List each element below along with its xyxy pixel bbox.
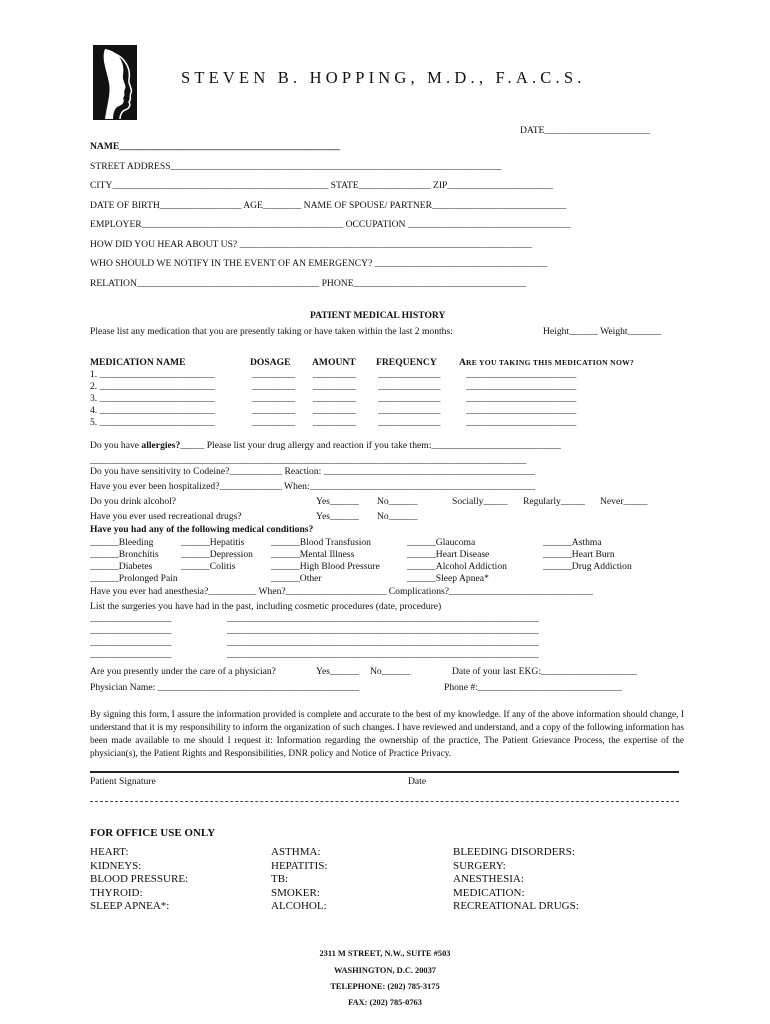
- office-field-label: SLEEP APNEA*:: [90, 900, 170, 912]
- alcohol-never[interactable]: Never_____: [600, 496, 648, 507]
- physician-yes[interactable]: Yes______: [316, 666, 359, 677]
- office-field-label: THYROID:: [90, 886, 143, 899]
- footer-telephone: TELEPHONE: (202) 785-3175: [330, 982, 440, 991]
- condition-checkbox-item[interactable]: ______Bleeding: [90, 537, 154, 548]
- medication-name-line[interactable]: 1. ________________________: [90, 369, 215, 380]
- office-field-label: ASTHMA:: [271, 846, 321, 858]
- name-field[interactable]: NAME______________________________________________: [90, 141, 340, 152]
- medication-name-line[interactable]: 4. ________________________: [90, 405, 215, 416]
- dosage-line[interactable]: _________: [252, 369, 296, 380]
- surgery-date-line[interactable]: _________________: [90, 613, 172, 624]
- office-field-label: ALCOHOL:: [271, 900, 327, 912]
- dob-age-spouse-field[interactable]: DATE OF BIRTH_________________ AGE________ NAME OF SPOUSE/ PARTNER____________________________: [90, 200, 567, 211]
- practice-title: STEVEN B. HOPPING, M.D., F.A.C.S.: [181, 68, 586, 87]
- office-field-label: SURGERY:: [453, 859, 506, 872]
- amount-line[interactable]: _________: [313, 381, 357, 392]
- dosage-line[interactable]: _________: [252, 381, 296, 392]
- medication-instructions: Please list any medication that you are presently taking or have taken within the last 2 months:: [90, 326, 453, 337]
- alcohol-socially[interactable]: Socially_____: [452, 496, 508, 507]
- surgery-procedure-line[interactable]: _________________________________________________________________: [227, 625, 539, 636]
- condition-checkbox-item[interactable]: ______Blood Transfusion: [271, 537, 371, 548]
- condition-checkbox-item[interactable]: ______Drug Addiction: [543, 561, 632, 572]
- physician-phone-field[interactable]: Phone #:______________________________: [444, 682, 622, 693]
- patient-signature-label[interactable]: Patient Signature: [90, 776, 156, 787]
- office-field-label: RECREATIONAL DRUGS:: [453, 900, 579, 912]
- surgery-date-line[interactable]: _________________: [90, 625, 172, 636]
- city-state-zip-field[interactable]: CITY_____________________________________________ STATE_______________ ZIP______________________: [90, 180, 553, 191]
- surgery-date-line[interactable]: _________________: [90, 637, 172, 648]
- signature-date-label[interactable]: Date: [408, 776, 427, 787]
- cut-line: [90, 801, 679, 802]
- amount-line[interactable]: _________: [313, 393, 357, 404]
- office-field-label: KIDNEYS:: [90, 859, 142, 872]
- alcohol-regularly[interactable]: Regularly_____: [523, 496, 585, 507]
- codeine-field[interactable]: Do you have sensitivity to Codeine?___________ Reaction: ____________________________________________: [90, 466, 535, 477]
- amount-line[interactable]: _________: [313, 369, 357, 380]
- allergies-continuation[interactable]: ___________________________________________________________________________________________: [90, 455, 527, 466]
- height-weight-field[interactable]: Height______ Weight_______: [543, 326, 662, 337]
- condition-checkbox-item[interactable]: ______Mental Illness: [271, 549, 355, 560]
- dosage-line[interactable]: _________: [252, 393, 296, 404]
- condition-checkbox-item[interactable]: ______Alcohol Addiction: [407, 561, 507, 572]
- surgeries-title: List the surgeries you have had in the past, including cosmetic procedures (date, procedure): [90, 601, 442, 612]
- office-field-label: TB:: [271, 873, 289, 885]
- office-field-label: ANESTHESIA:: [453, 873, 524, 885]
- col-taking-now: ARE YOU TAKING THIS MEDICATION NOW?: [459, 357, 635, 368]
- physician-no[interactable]: No______: [370, 666, 411, 677]
- amount-line[interactable]: _________: [313, 417, 357, 428]
- col-frequency: FREQUENCY: [376, 357, 437, 368]
- frequency-line[interactable]: _____________: [378, 393, 441, 404]
- taking-now-line[interactable]: _______________________: [466, 369, 577, 380]
- frequency-line[interactable]: _____________: [378, 405, 441, 416]
- taking-now-line[interactable]: _______________________: [466, 381, 577, 392]
- allergies-field[interactable]: Do you have allergies?_____ Please list your drug allergy and reaction if you take them:___________________________: [90, 440, 561, 451]
- dosage-line[interactable]: _________: [252, 417, 296, 428]
- frequency-line[interactable]: _____________: [378, 417, 441, 428]
- medication-name-line[interactable]: 3. ________________________: [90, 393, 215, 404]
- col-dosage: DOSAGE: [250, 357, 291, 368]
- col-amount: AMOUNT: [312, 357, 356, 368]
- surgery-procedure-line[interactable]: _________________________________________________________________: [227, 637, 539, 648]
- taking-now-line[interactable]: _______________________: [466, 417, 577, 428]
- condition-checkbox-item[interactable]: ______Glaucoma: [407, 537, 476, 548]
- taking-now-line[interactable]: _______________________: [466, 393, 577, 404]
- condition-checkbox-item[interactable]: ______Hepatitis: [181, 537, 245, 548]
- office-field-label: HEART:: [90, 846, 129, 858]
- office-field-label: MEDICATION:: [453, 886, 525, 899]
- condition-checkbox-item[interactable]: ______Colitis: [181, 561, 236, 572]
- medication-name-line[interactable]: 5. ________________________: [90, 417, 215, 428]
- office-field-label: SMOKER:: [271, 886, 320, 899]
- condition-checkbox-item[interactable]: ______Depression: [181, 549, 253, 560]
- alcohol-yes[interactable]: Yes______: [316, 496, 359, 507]
- condition-checkbox-item[interactable]: ______Heart Burn: [543, 549, 615, 560]
- date-field[interactable]: DATE______________________: [520, 125, 651, 136]
- physician-question: Are you presently under the care of a physician?: [90, 666, 276, 677]
- surgery-date-line[interactable]: _________________: [90, 649, 172, 660]
- condition-checkbox-item[interactable]: ______Sleep Apnea*: [407, 573, 489, 584]
- medical-history-heading: PATIENT MEDICAL HISTORY: [310, 310, 446, 321]
- drugs-yes[interactable]: Yes______: [316, 511, 359, 522]
- col-medication-name: MEDICATION NAME: [90, 357, 186, 368]
- footer-fax: FAX: (202) 785-0763: [348, 998, 422, 1007]
- medication-name-line[interactable]: 2. ________________________: [90, 381, 215, 392]
- emergency-contact-field[interactable]: WHO SHOULD WE NOTIFY IN THE EVENT OF AN EMERGENCY? ____________________________________: [90, 258, 548, 269]
- relation-phone-field[interactable]: RELATION______________________________________ PHONE____________________________________: [90, 278, 527, 289]
- conditions-title: Have you had any of the following medical conditions?: [90, 524, 314, 535]
- physician-name-field[interactable]: Physician Name: __________________________________________: [90, 682, 360, 693]
- condition-checkbox-item[interactable]: ______Asthma: [543, 537, 602, 548]
- office-field-label: BLEEDING DISORDERS:: [453, 846, 575, 858]
- amount-line[interactable]: _________: [313, 405, 357, 416]
- office-use-title: FOR OFFICE USE ONLY: [90, 827, 216, 839]
- ekg-date-field[interactable]: Date of your last EKG:____________________: [452, 666, 637, 677]
- street-address-field[interactable]: STREET ADDRESS_____________________________________________________________________: [90, 161, 502, 172]
- anesthesia-field[interactable]: Have you ever had anesthesia?__________ When?_____________________ Complications?______________________________: [90, 586, 593, 597]
- hospitalized-field[interactable]: Have you ever been hospitalized?_____________ When:_______________________________________________: [90, 481, 536, 492]
- consent-paragraph: By signing this form, I assure the information provided is complete and accurate to the best of my knowledge. If any of the above information should change, I understand that it is my responsibility to inform the organization of such changes. I have reviewed and understand, and a copy of the following information has been made available to me should I request it: Information regarding the ownership of the practice, The Patient Grievance Process, the expertise of the physician(s), the Patient Rights and Responsibilities, DNR policy and Notice of Practice Privacy.: [90, 710, 684, 760]
- drugs-question: Have you ever used recreational drugs?: [90, 511, 242, 522]
- condition-checkbox-item[interactable]: ______Heart Disease: [407, 549, 490, 560]
- condition-checkbox-item[interactable]: ______High Blood Pressure: [271, 561, 380, 572]
- footer-address: 2311 M STREET, N.W., SUITE #503: [319, 949, 451, 958]
- condition-checkbox-item[interactable]: ______Prolonged Pain: [90, 573, 178, 584]
- condition-checkbox-item[interactable]: ______Bronchitis: [90, 549, 159, 560]
- alcohol-no[interactable]: No______: [377, 496, 418, 507]
- taking-now-line[interactable]: _______________________: [466, 405, 577, 416]
- alcohol-question: Do you drink alcohol?: [90, 496, 177, 507]
- office-field-label: BLOOD PRESSURE:: [90, 873, 189, 885]
- condition-checkbox-item[interactable]: ______Other: [271, 573, 322, 584]
- frequency-line[interactable]: _____________: [378, 369, 441, 380]
- surgery-procedure-line[interactable]: _________________________________________________________________: [227, 649, 539, 660]
- referral-source-field[interactable]: HOW DID YOU HEAR ABOUT US? _____________________________________________________________: [90, 239, 533, 250]
- dosage-line[interactable]: _________: [252, 405, 296, 416]
- drugs-no[interactable]: No______: [377, 511, 418, 522]
- footer-city: WASHINGTON, D.C. 20037: [334, 966, 436, 975]
- frequency-line[interactable]: _____________: [378, 381, 441, 392]
- condition-checkbox-item[interactable]: ______Diabetes: [90, 561, 153, 572]
- profile-face-logo-icon: [91, 43, 139, 122]
- surgery-procedure-line[interactable]: _________________________________________________________________: [227, 613, 539, 624]
- signature-rule: [90, 771, 679, 773]
- office-field-label: HEPATITIS:: [271, 859, 328, 872]
- employer-occupation-field[interactable]: EMPLOYER__________________________________________ OCCUPATION __________________________________: [90, 219, 571, 230]
